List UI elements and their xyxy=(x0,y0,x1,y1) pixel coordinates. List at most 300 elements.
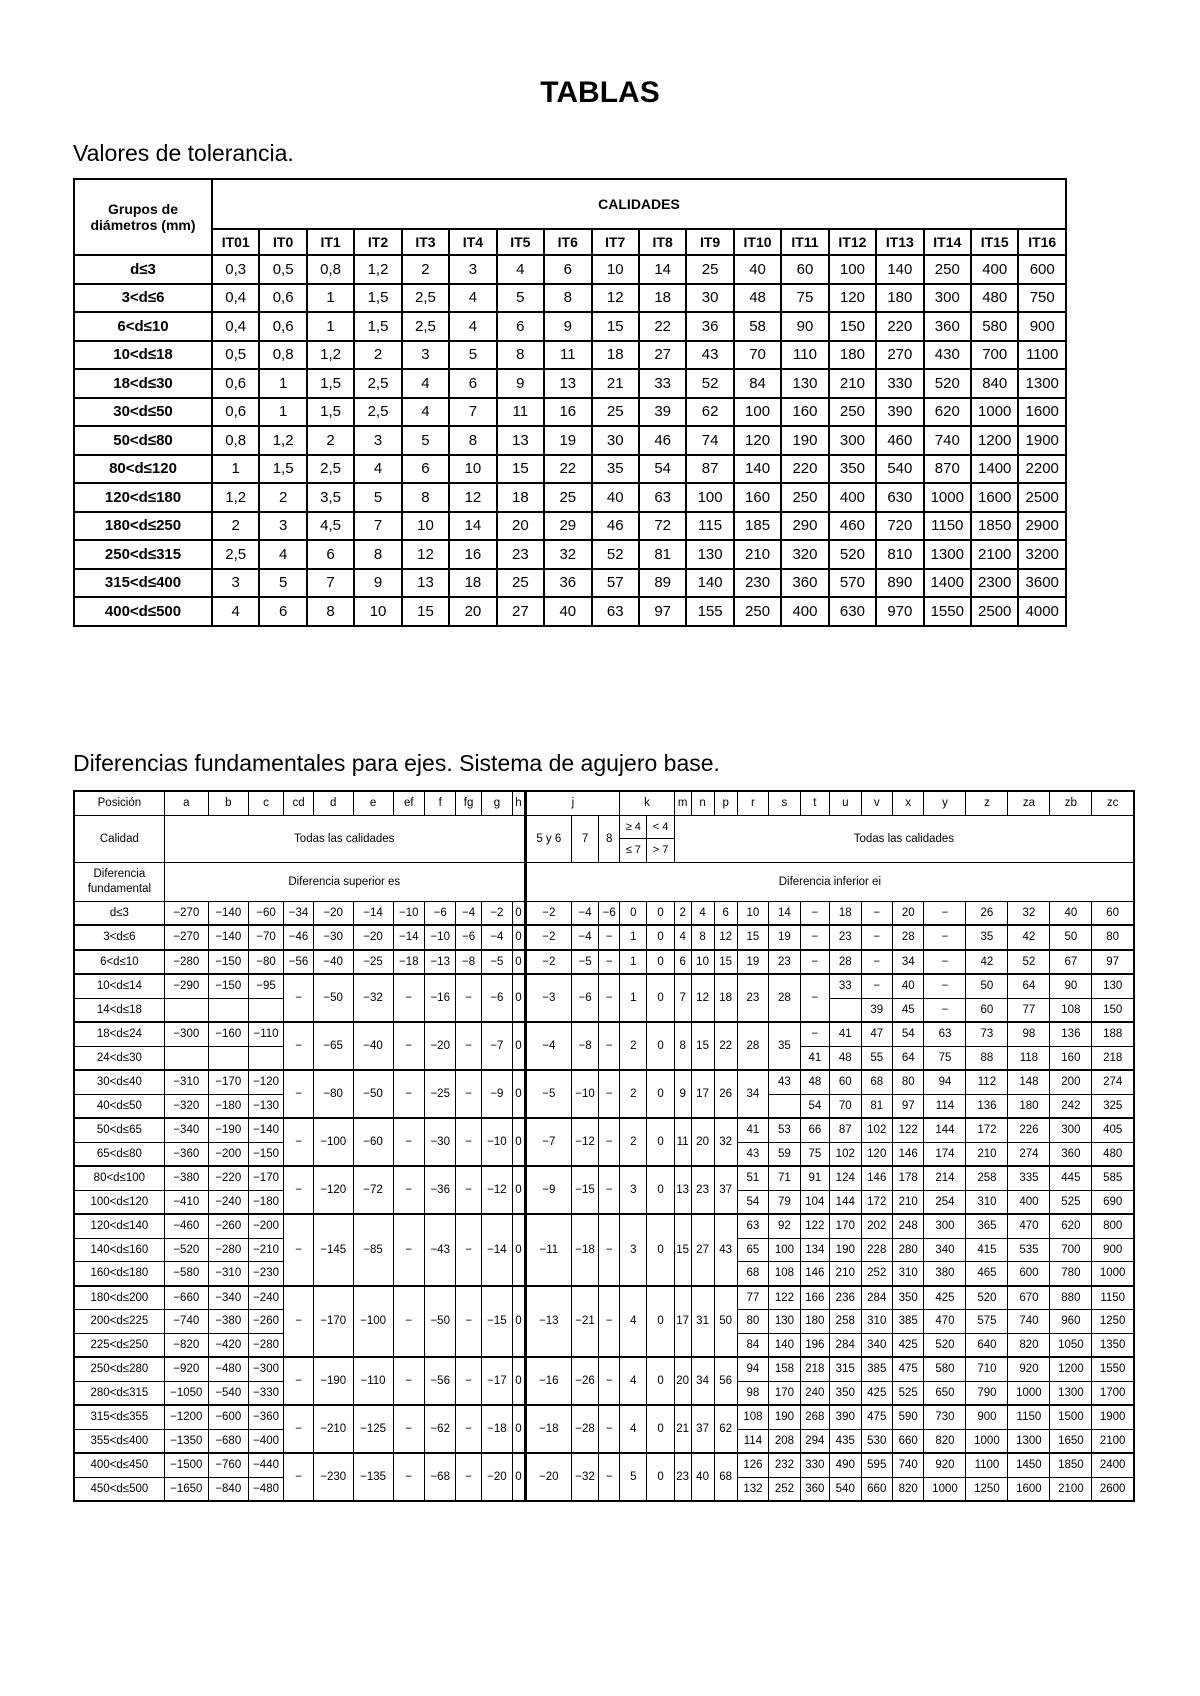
deviation-cell: −170 xyxy=(208,1070,248,1094)
grade-header-it3: IT3 xyxy=(402,229,449,255)
deviation-cell: −200 xyxy=(208,1142,248,1166)
deviation-cell: −360 xyxy=(248,1405,284,1429)
tolerance-cell: 140 xyxy=(876,255,923,284)
deviation-cell: 15 xyxy=(691,1022,714,1070)
deviation-cell: 0 xyxy=(647,974,674,1022)
tolerance-cell: 48 xyxy=(734,284,781,313)
tolerance-cell: 40 xyxy=(734,255,781,284)
deviation-cell: − xyxy=(393,1286,424,1358)
deviation-cell: 122 xyxy=(769,1286,800,1310)
deviation-cell: 820 xyxy=(893,1477,924,1501)
deviation-cell: 540 xyxy=(830,1477,861,1501)
deviation-cell: −68 xyxy=(424,1453,455,1501)
tolerance-cell: 230 xyxy=(734,569,781,598)
deviation-cell: −150 xyxy=(208,950,248,975)
deviation-cell: −6 xyxy=(481,974,512,1022)
table-row xyxy=(74,312,1066,341)
deviation-cell: 2400 xyxy=(1092,1453,1134,1477)
deviation-cell: 114 xyxy=(737,1429,768,1453)
diameter-range-label: 6<d≤10 xyxy=(74,312,212,341)
position-n: n xyxy=(691,791,714,815)
table-row xyxy=(74,483,1066,512)
deviation-cell: 97 xyxy=(1092,950,1134,975)
position-m: m xyxy=(674,791,691,815)
tolerance-cell: 1200 xyxy=(971,426,1018,455)
tolerance-cell: 5 xyxy=(402,426,449,455)
deviation-cell: 1100 xyxy=(966,1453,1008,1477)
deviation-cell: 202 xyxy=(861,1214,892,1238)
tolerance-cell: 180 xyxy=(829,341,876,370)
deviation-cell: −360 xyxy=(164,1142,208,1166)
tolerance-cell: 30 xyxy=(592,426,639,455)
deviation-cell: −400 xyxy=(248,1429,284,1453)
deviation-cell: 254 xyxy=(924,1190,966,1214)
tolerance-cell: 300 xyxy=(829,426,876,455)
deviation-cell: 170 xyxy=(830,1214,861,1238)
deviation-cell: − xyxy=(599,1453,620,1501)
tolerance-cell: 10 xyxy=(402,512,449,541)
deviation-cell: 228 xyxy=(861,1238,892,1262)
tolerance-cell: 1 xyxy=(259,369,306,398)
position-u: u xyxy=(830,791,861,815)
deviation-cell: − xyxy=(284,1022,313,1070)
deviation-cell: 0 xyxy=(647,901,674,925)
deviation-cell: 118 xyxy=(1008,1046,1050,1070)
deviation-cell: −820 xyxy=(164,1333,208,1357)
diameter-range-label: 30<d≤40 xyxy=(74,1070,164,1094)
deviation-cell: − xyxy=(456,1453,481,1501)
deviation-cell: 1 xyxy=(620,925,647,950)
deviation-cell: 1050 xyxy=(1050,1333,1092,1357)
deviation-cell: 1600 xyxy=(1008,1477,1050,1501)
deviation-cell: 41 xyxy=(830,1022,861,1046)
deviation-cell: − xyxy=(800,1022,829,1046)
table-row xyxy=(74,974,1134,998)
deviation-cell: 68 xyxy=(861,1070,892,1094)
deviation-cell: 280 xyxy=(893,1238,924,1262)
deviation-cell xyxy=(208,998,248,1022)
deviation-cell: 1250 xyxy=(1092,1310,1134,1334)
k-quality-gt7: > 7 xyxy=(647,839,674,863)
deviation-cell: −170 xyxy=(313,1286,353,1358)
grade-header-it14: IT14 xyxy=(924,229,971,255)
deviation-cell: −18 xyxy=(481,1405,512,1453)
tolerance-cell: 4,5 xyxy=(307,512,354,541)
deviation-cell: 360 xyxy=(1050,1142,1092,1166)
deviation-cell: 71 xyxy=(769,1166,800,1190)
tolerance-cell: 16 xyxy=(449,540,496,569)
deviation-cell: −1050 xyxy=(164,1381,208,1405)
deviation-cell: 780 xyxy=(1050,1262,1092,1286)
diameter-range-label: 160<d≤180 xyxy=(74,1262,164,1286)
deviation-cell: −440 xyxy=(248,1453,284,1477)
tolerance-cell: 30 xyxy=(686,284,733,313)
tolerance-cell: 110 xyxy=(781,341,828,370)
tolerance-cell: 0,4 xyxy=(212,284,259,313)
tolerance-cell: 520 xyxy=(924,369,971,398)
deviation-cell: − xyxy=(393,1070,424,1118)
tolerance-cell: 1,2 xyxy=(259,426,306,455)
grade-header-it13: IT13 xyxy=(876,229,923,255)
deviation-cell: −70 xyxy=(248,925,284,950)
deviation-cell: 535 xyxy=(1008,1238,1050,1262)
table-row xyxy=(74,512,1066,541)
deviation-cell: 13 xyxy=(674,1166,691,1214)
deviation-cell: 240 xyxy=(800,1381,829,1405)
position-f: f xyxy=(424,791,455,815)
deviation-cell: 94 xyxy=(737,1357,768,1381)
deviation-cell: 2100 xyxy=(1092,1429,1134,1453)
deviation-cell: −50 xyxy=(313,974,353,1022)
deviation-cell: 700 xyxy=(1050,1238,1092,1262)
tolerance-cell: 25 xyxy=(544,483,591,512)
deviation-cell: 3 xyxy=(620,1214,647,1286)
grade-header-it6: IT6 xyxy=(544,229,591,255)
diameter-range-label: 10<d≤14 xyxy=(74,974,164,998)
j-quality-7: 7 xyxy=(571,815,598,862)
deviation-cell: 0 xyxy=(513,1070,526,1118)
tolerance-cell: 1,2 xyxy=(307,341,354,370)
deviation-cell: − xyxy=(393,974,424,1022)
table-row xyxy=(74,284,1066,313)
deviation-cell: −28 xyxy=(571,1405,598,1453)
deviation-cell: 12 xyxy=(714,925,737,950)
tolerance-cell: 0,5 xyxy=(212,341,259,370)
diameter-range-label: 280<d≤315 xyxy=(74,1381,164,1405)
tolerance-cell: 0,8 xyxy=(212,426,259,455)
deviation-cell: 4 xyxy=(620,1286,647,1358)
tolerance-cell: 54 xyxy=(639,455,686,484)
deviation-cell: 34 xyxy=(691,1357,714,1405)
deviation-cell: −130 xyxy=(248,1094,284,1118)
tolerance-cell: 1 xyxy=(307,312,354,341)
diameter-range-label: 225<d≤250 xyxy=(74,1333,164,1357)
deviation-cell: 7 xyxy=(674,974,691,1022)
deviation-cell: 64 xyxy=(1008,974,1050,998)
diameter-range-label: 30<d≤50 xyxy=(74,398,212,427)
qualities-header: CALIDADES xyxy=(212,179,1066,229)
table-row xyxy=(74,925,1134,950)
deviation-cell: 102 xyxy=(861,1118,892,1142)
tolerance-cell: 3 xyxy=(354,426,401,455)
deviation-cell: − xyxy=(924,925,966,950)
deviation-cell: −26 xyxy=(571,1357,598,1405)
deviation-cell: −270 xyxy=(164,901,208,925)
table-row xyxy=(74,369,1066,398)
tolerance-cell: 400 xyxy=(971,255,1018,284)
deviation-cell: 900 xyxy=(1092,1238,1134,1262)
position-r: r xyxy=(737,791,768,815)
deviation-cell: 32 xyxy=(714,1118,737,1166)
deviation-cell: −1350 xyxy=(164,1429,208,1453)
deviation-cell: 32 xyxy=(1008,901,1050,925)
deviation-cell: 1700 xyxy=(1092,1381,1134,1405)
tolerance-cell: 12 xyxy=(402,540,449,569)
deviation-cell: 22 xyxy=(714,1022,737,1070)
tolerance-cell: 40 xyxy=(592,483,639,512)
deviation-cell: 670 xyxy=(1008,1286,1050,1310)
deviation-cell: −4 xyxy=(456,901,481,925)
position-c: c xyxy=(248,791,284,815)
deviation-cell: 40 xyxy=(691,1453,714,1501)
diameter-range-label: 65<d≤80 xyxy=(74,1142,164,1166)
tolerance-cell: 430 xyxy=(924,341,971,370)
deviation-cell: − xyxy=(456,1022,481,1070)
tolerance-cell: 970 xyxy=(876,597,923,626)
deviation-cell: 8 xyxy=(691,925,714,950)
deviation-cell: −4 xyxy=(571,901,598,925)
fundamental-deviation-table xyxy=(73,790,1135,1502)
tolerance-cell: 1000 xyxy=(924,483,971,512)
diameter-range-label: 50<d≤65 xyxy=(74,1118,164,1142)
k-quality-le7: ≤ 7 xyxy=(620,839,647,863)
deviation-cell: 124 xyxy=(830,1166,861,1190)
position-h: h xyxy=(513,791,526,815)
deviation-cell: 190 xyxy=(769,1405,800,1429)
tolerance-cell: 7 xyxy=(449,398,496,427)
position-e: e xyxy=(353,791,393,815)
tolerance-cell: 2 xyxy=(307,426,354,455)
tolerance-cell: 4 xyxy=(402,398,449,427)
deviation-cell: 650 xyxy=(924,1381,966,1405)
tolerance-cell: 23 xyxy=(497,540,544,569)
tolerance-cell: 89 xyxy=(639,569,686,598)
deviation-cell: 140 xyxy=(769,1333,800,1357)
position-x: x xyxy=(893,791,924,815)
deviation-cell: −580 xyxy=(164,1262,208,1286)
deviation-cell: − xyxy=(861,925,892,950)
deviation-cell: −10 xyxy=(424,925,455,950)
deviation-cell: 335 xyxy=(1008,1166,1050,1190)
diameter-range-label: 400<d≤500 xyxy=(74,597,212,626)
deviation-cell: 0 xyxy=(513,1357,526,1405)
deviation-cell: 136 xyxy=(1050,1022,1092,1046)
tolerance-cell: 63 xyxy=(639,483,686,512)
deviation-cell: 2 xyxy=(620,1070,647,1118)
deviation-cell: −230 xyxy=(313,1453,353,1501)
deviation-cell: −230 xyxy=(248,1262,284,1286)
tolerance-cell: 250 xyxy=(781,483,828,512)
deviation-cell: 40 xyxy=(893,974,924,998)
tolerance-cell: 720 xyxy=(876,512,923,541)
tolerance-cell: 3200 xyxy=(1018,540,1066,569)
deviation-cell: 0 xyxy=(513,1166,526,1214)
deviation-cell: 0 xyxy=(513,1453,526,1501)
tolerance-cell: 150 xyxy=(829,312,876,341)
deviation-cell: 214 xyxy=(924,1166,966,1190)
deviation-cell: −190 xyxy=(208,1118,248,1142)
position-t: t xyxy=(800,791,829,815)
deviation-cell: 50 xyxy=(714,1286,737,1358)
tolerance-cell: 140 xyxy=(686,569,733,598)
table-row xyxy=(74,341,1066,370)
diameter-range-label: 24<d≤30 xyxy=(74,1046,164,1070)
tolerance-cell: 2,5 xyxy=(354,369,401,398)
deviation-table-body xyxy=(74,901,1134,1501)
deviation-cell: 43 xyxy=(769,1070,800,1094)
deviation-cell: 0 xyxy=(647,925,674,950)
deviation-cell xyxy=(248,1046,284,1070)
deviation-cell: 63 xyxy=(737,1214,768,1238)
deviation-cell: 274 xyxy=(1092,1070,1134,1094)
position-label: Posición xyxy=(74,791,164,815)
table-row xyxy=(74,569,1066,598)
deviation-cell: −14 xyxy=(353,901,393,925)
table-row xyxy=(74,1214,1134,1238)
deviation-cell: 385 xyxy=(861,1357,892,1381)
deviation-cell: 284 xyxy=(830,1333,861,1357)
tolerance-cell: 4000 xyxy=(1018,597,1066,626)
deviation-cell: 42 xyxy=(1008,925,1050,950)
deviation-cell: 530 xyxy=(861,1429,892,1453)
tolerance-cell: 46 xyxy=(592,512,639,541)
deviation-cell: − xyxy=(599,974,620,1022)
deviation-cell: −4 xyxy=(571,925,598,950)
deviation-cell: 210 xyxy=(830,1262,861,1286)
tolerance-cell: 330 xyxy=(876,369,923,398)
grade-header-it01: IT01 xyxy=(212,229,259,255)
deviation-cell: 0 xyxy=(620,901,647,925)
deviation-cell: −32 xyxy=(353,974,393,1022)
deviation-cell xyxy=(164,998,208,1022)
deviation-cell: −32 xyxy=(571,1453,598,1501)
deviation-cell: 294 xyxy=(800,1429,829,1453)
deviation-cell: 134 xyxy=(800,1238,829,1262)
deviation-cell: −270 xyxy=(164,925,208,950)
tolerance-cell: 3 xyxy=(449,255,496,284)
tolerance-cell: 210 xyxy=(734,540,781,569)
deviation-cell: − xyxy=(284,1118,313,1166)
tolerance-cell: 2300 xyxy=(971,569,1018,598)
position-b: b xyxy=(208,791,248,815)
deviation-cell: −180 xyxy=(248,1190,284,1214)
deviation-cell: −140 xyxy=(208,925,248,950)
deviation-cell: 88 xyxy=(966,1046,1008,1070)
deviation-cell: 77 xyxy=(737,1286,768,1310)
deviation-cell: 75 xyxy=(924,1046,966,1070)
tolerance-cell: 300 xyxy=(924,284,971,313)
deviation-cell: 730 xyxy=(924,1405,966,1429)
tolerance-cell: 0,6 xyxy=(259,312,306,341)
diameter-range-label: 450<d≤500 xyxy=(74,1477,164,1501)
tolerance-cell: 12 xyxy=(449,483,496,512)
deviation-cell: 108 xyxy=(769,1262,800,1286)
deviation-cell: 81 xyxy=(861,1094,892,1118)
deviation-cell: −190 xyxy=(313,1357,353,1405)
deviation-cell: 52 xyxy=(1008,950,1050,975)
position-s: s xyxy=(769,791,800,815)
position-z: z xyxy=(966,791,1008,815)
tolerance-cell: 22 xyxy=(544,455,591,484)
k-quality-ge4: ≥ 4 xyxy=(620,815,647,839)
table-row xyxy=(74,255,1066,284)
deviation-cell: −840 xyxy=(208,1477,248,1501)
deviation-cell: −5 xyxy=(571,950,598,975)
position-k: k xyxy=(620,791,675,815)
deviation-cell: 520 xyxy=(966,1286,1008,1310)
deviation-cell: 325 xyxy=(1092,1094,1134,1118)
table-row xyxy=(74,1453,1134,1477)
deviation-cell: − xyxy=(284,1070,313,1118)
table-row xyxy=(74,398,1066,427)
tolerance-cell: 750 xyxy=(1018,284,1066,313)
deviation-cell: −9 xyxy=(525,1166,571,1214)
deviation-cell: 130 xyxy=(1092,974,1134,998)
tolerance-cell: 18 xyxy=(449,569,496,598)
deviation-cell: 100 xyxy=(769,1238,800,1262)
deviation-cell: 1500 xyxy=(1050,1405,1092,1429)
deviation-cell: − xyxy=(924,950,966,975)
tolerance-cell: 390 xyxy=(876,398,923,427)
deviation-cell: 820 xyxy=(1008,1333,1050,1357)
deviation-cell: − xyxy=(924,901,966,925)
deviation-cell: 520 xyxy=(924,1333,966,1357)
diameter-range-label: 315<d≤355 xyxy=(74,1405,164,1429)
tolerance-cell: 2900 xyxy=(1018,512,1066,541)
deviation-cell: 180 xyxy=(1008,1094,1050,1118)
deviation-cell: 47 xyxy=(861,1022,892,1046)
deviation-cell: −56 xyxy=(284,950,313,975)
tolerance-cell: 36 xyxy=(686,312,733,341)
tolerance-cell: 0,6 xyxy=(259,284,306,313)
deviation-cell: −520 xyxy=(164,1238,208,1262)
tolerance-cell: 4 xyxy=(449,312,496,341)
deviation-cell: 39 xyxy=(861,998,892,1022)
deviation-cell: −40 xyxy=(353,1022,393,1070)
lower-deviation-label: Diferencia inferior ei xyxy=(525,862,1134,901)
table-row xyxy=(74,1166,1134,1190)
deviation-cell: −12 xyxy=(571,1118,598,1166)
tolerance-cell: 360 xyxy=(781,569,828,598)
tolerance-cell: 1300 xyxy=(924,540,971,569)
deviation-cell: −310 xyxy=(164,1070,208,1094)
deviation-cell: 1000 xyxy=(1008,1381,1050,1405)
deviation-cell: −15 xyxy=(481,1286,512,1358)
deviation-cell: −7 xyxy=(525,1118,571,1166)
tolerance-cell: 84 xyxy=(734,369,781,398)
table-row xyxy=(74,1286,1134,1310)
deviation-cell: 425 xyxy=(924,1286,966,1310)
tolerance-cell: 2200 xyxy=(1018,455,1066,484)
deviation-cell: 380 xyxy=(924,1262,966,1286)
table-row xyxy=(74,1118,1134,1142)
deviation-cell: −540 xyxy=(208,1381,248,1405)
tolerance-cell: 2 xyxy=(212,512,259,541)
diameter-range-label: 80<d≤120 xyxy=(74,455,212,484)
deviation-cell: 284 xyxy=(861,1286,892,1310)
deviation-cell: −8 xyxy=(571,1022,598,1070)
deviation-cell: − xyxy=(456,1166,481,1214)
deviation-cell: 50 xyxy=(966,974,1008,998)
deviation-cell: − xyxy=(599,1357,620,1405)
tolerance-cell: 46 xyxy=(639,426,686,455)
deviation-cell: 200 xyxy=(1050,1070,1092,1094)
diameter-range-label: 315<d≤400 xyxy=(74,569,212,598)
deviation-cell: 1350 xyxy=(1092,1333,1134,1357)
deviation-cell: 146 xyxy=(861,1166,892,1190)
deviation-cell: 0 xyxy=(647,1118,674,1166)
deviation-cell: −80 xyxy=(248,950,284,975)
diameter-range-label: 400<d≤450 xyxy=(74,1453,164,1477)
deviation-cell: −600 xyxy=(208,1405,248,1429)
deviation-cell: 26 xyxy=(966,901,1008,925)
deviation-cell: 64 xyxy=(893,1046,924,1070)
tolerance-cell: 1,5 xyxy=(354,312,401,341)
grade-header-it4: IT4 xyxy=(449,229,496,255)
deviation-cell: 0 xyxy=(513,1022,526,1070)
deviation-cell: 42 xyxy=(966,950,1008,975)
deviation-cell: 4 xyxy=(620,1357,647,1405)
